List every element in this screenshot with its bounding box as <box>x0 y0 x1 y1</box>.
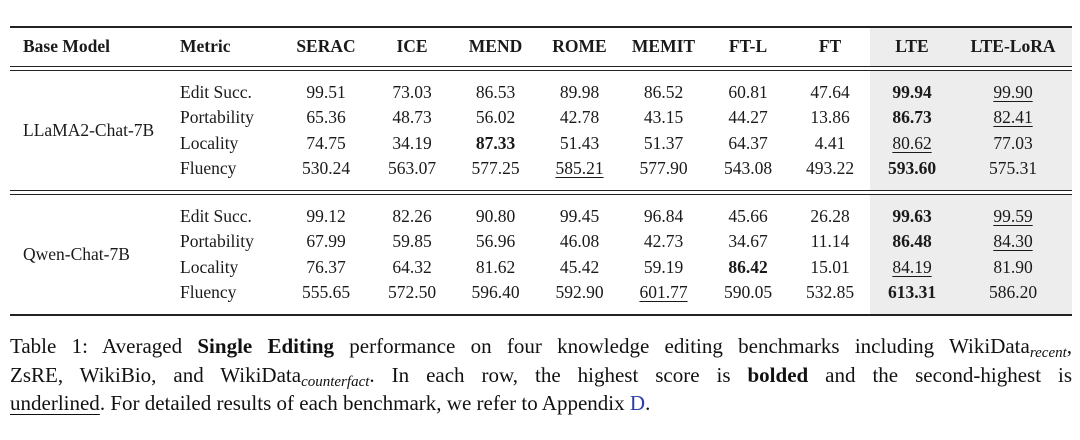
value-cell: 555.65 <box>301 282 351 303</box>
value-cell-best: 86.73 <box>870 105 954 131</box>
value-cell-second: 84.30 <box>993 231 1033 252</box>
header-lte: LTE <box>870 27 954 66</box>
value-cell: 89.98 <box>559 81 600 102</box>
value-cell-best: 613.31 <box>870 280 954 306</box>
value-cell: 592.90 <box>555 282 604 303</box>
base-model-cell: Qwen-Chat-7B <box>23 244 130 264</box>
value-cell-best: 86.42 <box>728 256 768 277</box>
caption-subscript: counterfact <box>301 373 370 390</box>
table-caption <box>10 332 1072 418</box>
header-base-model: Base Model <box>23 36 111 57</box>
metric-cell: Portability <box>180 231 254 252</box>
table-row <box>10 204 1072 230</box>
value-cell: 99.45 <box>559 205 600 226</box>
caption-text: . <box>645 391 651 415</box>
caption-bold-term: bolded <box>747 362 809 387</box>
metric-cell: Fluency <box>180 282 237 303</box>
value-cell: 99.12 <box>306 205 346 226</box>
header-ft: FT <box>818 36 842 57</box>
value-cell: 15.01 <box>810 256 850 277</box>
value-cell: 65.36 <box>306 107 346 128</box>
value-cell: 543.08 <box>723 158 773 179</box>
caption-line <box>10 389 1072 418</box>
value-cell: 77.03 <box>954 131 1072 157</box>
caption-label: Table 1: <box>10 334 88 358</box>
value-cell: 51.37 <box>643 132 684 153</box>
caption-text: ZsRE, WikiBio, and WikiData <box>10 362 302 387</box>
value-cell-second: 99.59 <box>993 205 1033 226</box>
value-cell-second: 84.19 <box>892 256 932 277</box>
caption-text: . For detailed results of each benchmark, we refer to Appendix <box>99 391 625 415</box>
value-cell-best: 593.60 <box>870 156 954 182</box>
value-cell: 44.27 <box>728 107 768 128</box>
header-serac: SERAC <box>296 36 356 57</box>
value-cell-best: 86.48 <box>870 229 954 255</box>
value-cell: 4.41 <box>814 132 846 153</box>
caption-text: . In each row, the highest score is <box>369 362 731 387</box>
value-cell: 81.62 <box>475 256 516 277</box>
value-cell: 60.81 <box>728 81 768 102</box>
value-cell: 82.26 <box>392 205 432 226</box>
value-cell: 46.08 <box>559 231 600 252</box>
value-cell: 59.85 <box>392 231 432 252</box>
header-rome: ROME <box>552 36 607 57</box>
header-metric: Metric <box>180 36 231 57</box>
caption-text: and the second-highest is <box>825 362 1073 387</box>
value-cell: 76.37 <box>306 256 346 277</box>
value-cell: 493.22 <box>805 158 855 179</box>
value-cell: 56.96 <box>475 231 516 252</box>
metric-cell: Locality <box>180 132 239 153</box>
value-cell: 45.42 <box>559 256 600 277</box>
value-cell: 563.07 <box>387 158 437 179</box>
metric-cell: Locality <box>180 256 239 277</box>
value-cell: 74.75 <box>306 132 346 153</box>
value-cell: 73.03 <box>392 81 432 102</box>
metric-cell: Edit Succ. <box>180 81 252 102</box>
value-cell: 67.99 <box>306 231 346 252</box>
value-cell: 11.14 <box>810 231 850 252</box>
value-cell: 56.02 <box>475 107 516 128</box>
results-table <box>10 26 1072 316</box>
header-memit: MEMIT <box>631 36 696 57</box>
value-cell: 34.19 <box>392 132 432 153</box>
value-cell: 86.52 <box>643 81 684 102</box>
caption-line <box>10 361 1072 390</box>
bottom-rule <box>10 315 1072 316</box>
value-cell: 596.40 <box>471 282 520 303</box>
value-cell: 590.05 <box>723 282 773 303</box>
value-cell: 86.53 <box>475 81 516 102</box>
appendix-link[interactable]: D <box>629 391 646 415</box>
value-cell: 575.31 <box>954 156 1072 182</box>
value-cell: 577.90 <box>639 158 688 179</box>
value-cell: 99.51 <box>306 81 346 102</box>
value-cell: 64.32 <box>392 256 432 277</box>
header-mend: MEND <box>468 36 523 57</box>
value-cell-second: 601.77 <box>639 282 688 303</box>
table-row <box>10 80 1072 106</box>
caption-text: Averaged <box>102 334 183 358</box>
value-cell: 572.50 <box>387 282 437 303</box>
value-cell: 42.73 <box>643 231 684 252</box>
value-cell: 90.80 <box>475 205 516 226</box>
value-cell-second: 99.90 <box>993 81 1033 102</box>
caption-text: , <box>1066 334 1073 358</box>
value-cell: 34.67 <box>728 231 768 252</box>
metric-cell: Fluency <box>180 158 237 179</box>
value-cell: 45.66 <box>728 205 768 226</box>
base-model-cell: LLaMA2-Chat-7B <box>23 120 155 140</box>
value-cell-best: 87.33 <box>475 132 516 153</box>
value-cell: 26.28 <box>810 205 850 226</box>
value-cell: 81.90 <box>954 255 1072 281</box>
header-ft-l: FT-L <box>728 36 768 57</box>
value-cell: 96.84 <box>643 205 684 226</box>
value-cell: 47.64 <box>810 81 850 102</box>
metric-cell: Portability <box>180 107 254 128</box>
value-cell: 43.15 <box>643 107 684 128</box>
caption-text: performance on four knowledge editing benchmarks including WikiData <box>349 334 1030 358</box>
caption-underlined-term: underlined <box>10 391 100 415</box>
caption-line <box>10 332 1072 361</box>
caption-bold-term: Single Editing <box>197 334 335 358</box>
value-cell: 48.73 <box>392 107 432 128</box>
header-ice: ICE <box>396 36 428 57</box>
value-cell-second: 585.21 <box>555 158 604 179</box>
value-cell: 530.24 <box>301 158 351 179</box>
value-cell: 13.86 <box>810 107 850 128</box>
metric-cell: Edit Succ. <box>180 205 252 226</box>
value-cell-best: 99.63 <box>870 204 954 230</box>
value-cell-second: 82.41 <box>993 107 1033 128</box>
value-cell: 51.43 <box>559 132 600 153</box>
value-cell: 42.78 <box>559 107 600 128</box>
value-cell: 64.37 <box>728 132 768 153</box>
value-cell-second: 80.62 <box>892 132 932 153</box>
caption-subscript: recent <box>1029 345 1067 361</box>
value-cell: 586.20 <box>954 280 1072 306</box>
value-cell: 532.85 <box>805 282 855 303</box>
header-lte-lora: LTE-LoRA <box>954 27 1072 66</box>
value-cell-best: 99.94 <box>870 80 954 106</box>
value-cell: 577.25 <box>471 158 520 179</box>
header-row <box>10 27 1072 66</box>
value-cell: 59.19 <box>643 256 684 277</box>
